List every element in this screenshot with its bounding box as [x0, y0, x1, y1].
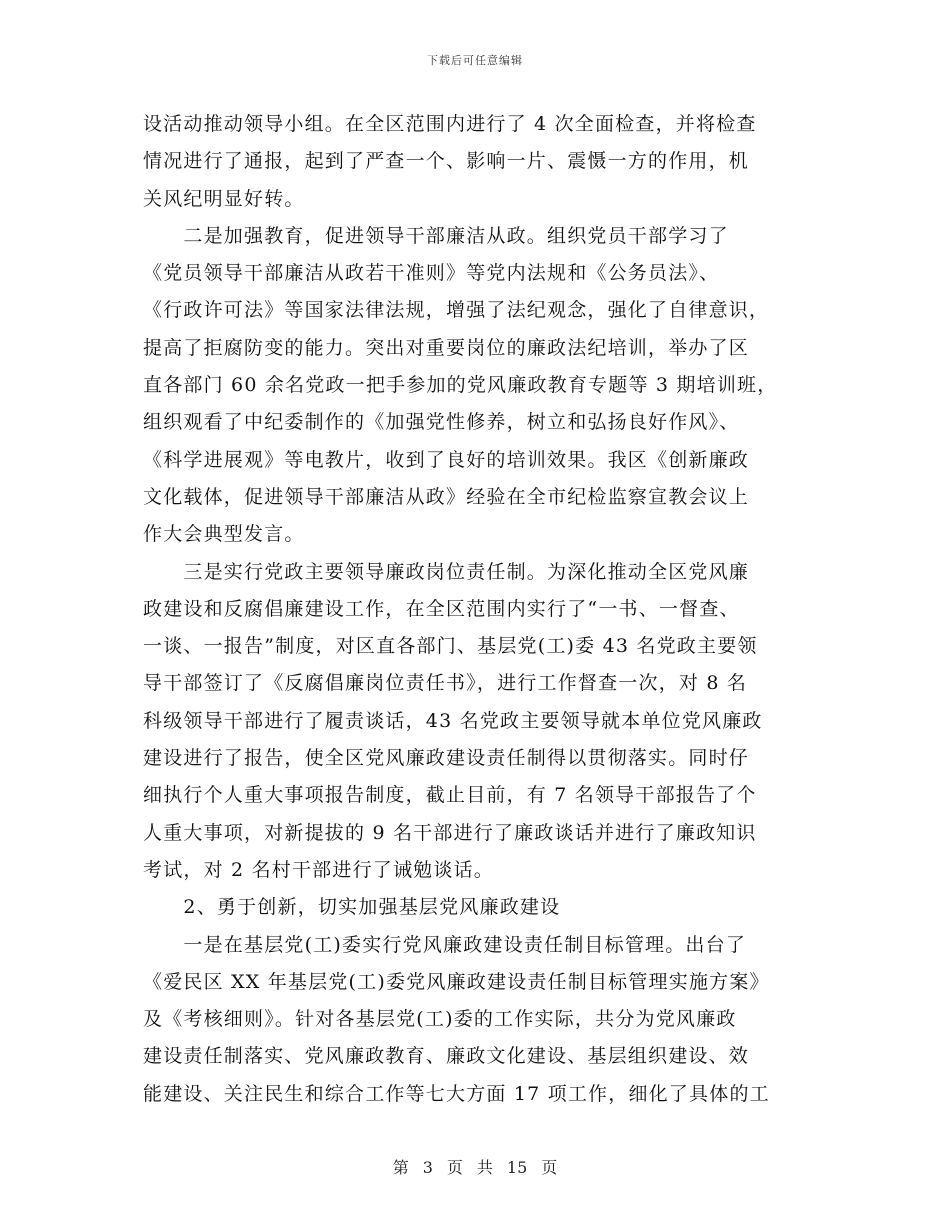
- text-line: 情况进行了通报，起到了严查一个、影响一片、震慑一方的作用，机: [143, 150, 750, 173]
- text-line: 建设进行了报告，使全区党风廉政建设责任制得以贯彻落实。同时仔: [143, 747, 750, 770]
- text-line: 建设责任制落实、党风廉政教育、廉政文化建设、基层组织建设、效: [143, 1045, 750, 1068]
- document-body: [143, 106, 803, 1113]
- footer-suffix: 页: [541, 1158, 558, 1177]
- text-line: 提高了拒腐防变的能力。突出对重要岗位的廉政法纪培训，举办了区: [143, 336, 750, 359]
- text-line: 作大会典型发言。: [143, 523, 305, 546]
- text-line: 组织观看了中纪委制作的《加强党性修养，树立和弘扬良好作风》、: [143, 411, 740, 434]
- text-line: 《行政许可法》等国家法律法规，增强了法纪观念，强化了自律意识，: [143, 299, 770, 322]
- text-line: 细执行个人重大事项报告制度，截止目前，有 7 名领导干部报告了个: [143, 784, 757, 807]
- text-line: 能建设、关注民生和综合工作等七大方面 17 项工作，细化了具体的工: [143, 1082, 770, 1105]
- text-line: 一谈、一报告”制度，对区直各部门、基层党(工)委 43 名党政主要领: [143, 635, 758, 658]
- page-footer: [0, 1155, 950, 1178]
- text-line: 考试，对 2 名村干部进行了诫勉谈话。: [143, 858, 494, 881]
- text-line: 《党员领导干部廉洁从政若干准则》等党内法规和《公务员法》、: [143, 262, 720, 285]
- footer-total-label: 共: [476, 1158, 493, 1177]
- total-pages: 15: [506, 1158, 528, 1177]
- page-header: 下载后可任意编辑: [427, 54, 523, 67]
- text-line: 《爱民区 XX 年基层党(工)委党风廉政建设责任制目标管理实施方案》: [143, 970, 770, 993]
- text-line: 设活动推动领导小组。在全区范围内进行了 4 次全面检查，并将检查: [143, 113, 757, 135]
- text-line: 二是加强教育，促进领导干部廉洁从政。组织党员干部学习了: [143, 224, 729, 247]
- text-line: 关风纪明显好转。: [143, 187, 305, 210]
- text-line: 三是实行党政主要领导廉政岗位责任制。为深化推动全区党风廉: [143, 560, 750, 583]
- page-number: 3: [422, 1158, 433, 1177]
- text-line: 科级领导干部进行了履责谈话，43 名党政主要领导就本单位党风廉政: [143, 709, 763, 732]
- text-line: 人重大事项，对新提拔的 9 名干部进行了廉政谈话并进行了廉政知识: [143, 821, 757, 844]
- body-text: [143, 106, 803, 1113]
- text-line: 文化载体，促进领导干部廉洁从政》经验在全市纪检监察宣教会议上: [143, 485, 750, 508]
- section-heading: 2、勇于创新，切实加强基层党风廉政建设: [143, 896, 561, 919]
- text-line: 直各部门 60 余名党政一把手参加的党风廉政教育专题等 3 期培训班，: [143, 374, 778, 397]
- footer-prefix: 第: [392, 1158, 409, 1177]
- text-line: 政建设和反腐倡廉建设工作，在全区范围内实行了“一书、一督查、: [143, 597, 740, 620]
- text-line: 《科学进展观》等电教片，收到了良好的培训效果。我区《创新廉政: [143, 448, 750, 471]
- text-line: 导干部签订了《反腐倡廉岗位责任书》，进行工作督查一次，对 8 名: [143, 672, 748, 695]
- footer-page-label: 页: [446, 1158, 463, 1177]
- text-line: 一是在基层党(工)委实行党风廉政建设责任制目标管理。出台了: [143, 933, 747, 956]
- text-line: 及《考核细则》。针对各基层党(工)委的工作实际，共分为党风廉政: [143, 1008, 737, 1031]
